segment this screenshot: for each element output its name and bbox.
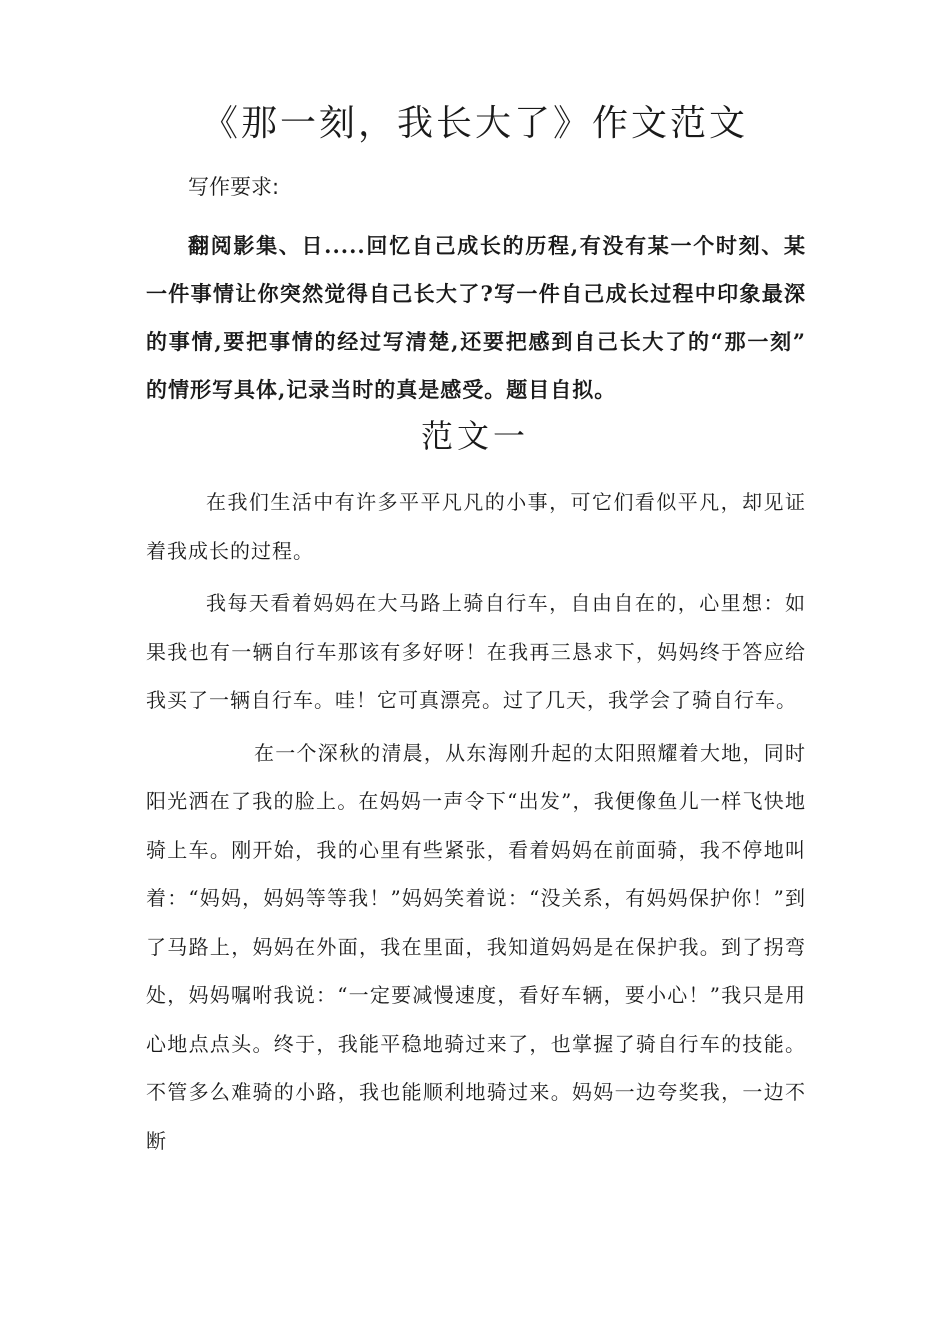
document-title: 《那一刻，我长大了》作文范文 [201,103,748,144]
section-title: 范文一 [420,417,529,455]
essay-paragraph: 我每天看着妈妈在大马路上骑自行车，自由自在的，心里想：如果我也有一辆自行车那该有多好呀！在我再三恳求下，妈妈终于答应给我买了一辆自行车。哇！它可真漂亮。过了几天，我学会了骑自行车。 [146,591,806,712]
essay-paragraph: 在我们生活中有许多平平凡凡的小事，可它们看似平凡，却见证着我成长的过程。 [146,490,806,563]
requirement-text: 翻阅影集、日.....回忆自己成长的历程,有没有某一个时刻、某一件事情让你突然觉得自己长大了?写一件自己成长过程中印象最深的事情,要把事情的经过写清楚,还要把感到自己长大了的“那一刻” 的情形写具体,记录当时的真是感受。题目自拟。 [146,233,806,402]
essay-body [146,478,806,1169]
essay-paragraph: 在一个深秋的清晨，从东海刚升起的太阳照耀着大地，同时阳光洒在了我的脸上。在妈妈一声令下“出发”，我便像鱼儿一样飞快地骑上车。刚开始，我的心里有些紧张，看着妈妈在前面骑，我不停地叫着：“妈妈，妈妈等等我！”妈妈笑着说：“没关系，有妈妈保护你！”到了马路上，妈妈在外面，我在里面，我知道妈妈是在保护我。到了拐弯处，妈妈嘱咐我说：“一定要减慢速度，看好车辆，要小心！”我只是用心地点点头。终于，我能平稳地骑过来了，也掌握了骑自行车的技能。不管多么难骑的小路，我也能顺利地骑过来。妈妈一边夸奖我，一边不断 [146,740,806,1153]
requirement-heading: 写作要求: [188,175,280,199]
